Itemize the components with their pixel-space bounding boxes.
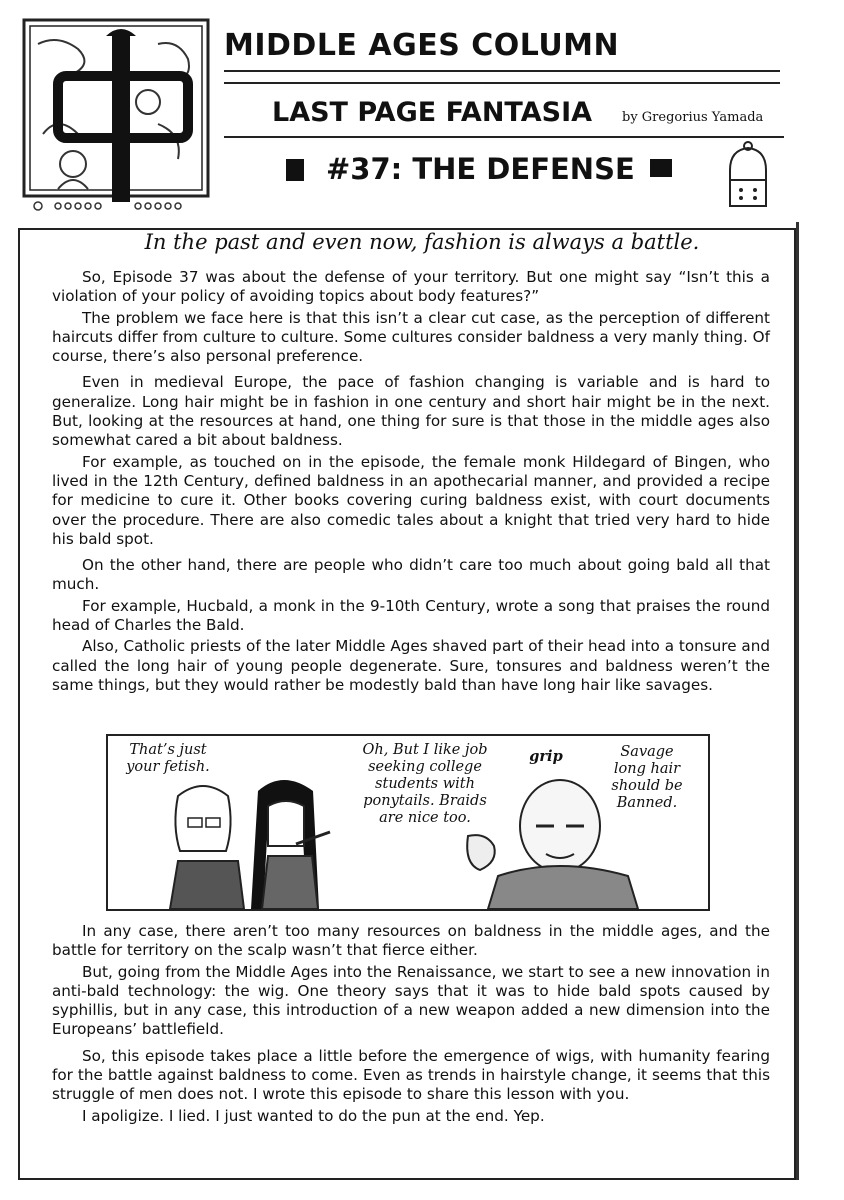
knight-helmet-mascot-icon [718,140,778,210]
paragraph: I apoligize. I lied. I just wanted to do the pun at the end. Yep. [82,1106,545,1125]
speech-bubble-left: That’s just your fetish. [126,742,210,775]
paragraph: On the other hand, there are people who didn’t care too much about going bald all that much. [52,556,770,594]
frame-edge [796,222,799,1180]
episode-bullet-left [286,159,304,181]
paragraph: For example, as touched on in the episode, the female monk Hildegard of Bingen, who lived in the 12th Century, defined baldness in an apothecarial manner, and provided a recipe for medicine to cure it. Other books covering curing baldness exist, with court documents over the procedure. There are also comedic tales about a knight that tried very hard to hide his bald spot. [52,452,770,548]
series-title: LAST PAGE FANTASIA [272,97,593,128]
body-top [52,268,770,702]
paragraph: The problem we face here is that this isn’t a clear cut case, as the perception of different haircuts differ from culture to culture. Some cultures consider baldness a very manly thing. Of course, there’s also personal preference. [52,308,770,366]
speech-bubble-middle: Oh, But I like job seeking college students with ponytails. Braids are nice too. [362,742,488,826]
column-title: MIDDLE AGES COLUMN [224,28,620,63]
paragraph: In any case, there aren’t too many resources on baldness in the middle ages, and the battle for territory on the scalp wasn’t that fierce either. [52,922,770,960]
episode-bullet-right [650,159,672,177]
speech-bubble-right: Savage long hair should be Banned. [611,744,683,811]
banner-rule [224,70,780,72]
paragraph: Even in medieval Europe, the pace of fashion changing is variable and is hard to generalize. Long hair might be in fashion in one century and short hair might be in the next. But, looking at the resources at hand, one thing for sure is that those in the middle ages also somewhat cared a bit about baldness. [52,373,770,450]
paragraph: So, Episode 37 was about the defense of your territory. But one might say “Isn’t this a violation of your policy of avoiding topics about body features?” [52,268,770,306]
episode-title: #37: THE DEFENSE [326,152,635,186]
banner-rule [224,136,784,138]
body-bottom [52,922,770,1133]
paragraph: For example, Hucbald, a monk in the 9-10th Century, wrote a song that praises the round head of Charles the Bald. [52,596,770,635]
illuminated-letter-logo-icon [18,14,214,214]
column-subtitle: In the past and even now, fashion is always a battle. [144,230,700,254]
banner-rule [224,82,780,84]
comic-characters-illustration [108,736,708,909]
byline: by Gregorius Yamada [622,110,764,125]
paragraph: But, going from the Middle Ages into the Renaissance, we start to see a new innovation in anti-bald technology: the wig. One theory says that it was to hide bald spots caused by syphillis, but in any case, this introduction of a new weapon added a new dimension into the Europeans’ battlefield. [52,962,770,1039]
paragraph: Also, Catholic priests of the later Middle Ages shaved part of their head into a tonsure and called the long hair of young people degenerate. Sure, tonsures and baldness weren’t the same things, but they would rather be modestly bald than have long hair like savages. [52,637,770,694]
comic-panel [106,734,710,911]
sound-effect: grip [529,748,563,765]
paragraph: So, this episode takes place a little before the emergence of wigs, with humanity fearing for the battle against baldness to come. Even as trends in hairstyle change, it seems that this struggle of men does not. I wrote this episode to share this lesson with you. [52,1046,770,1104]
